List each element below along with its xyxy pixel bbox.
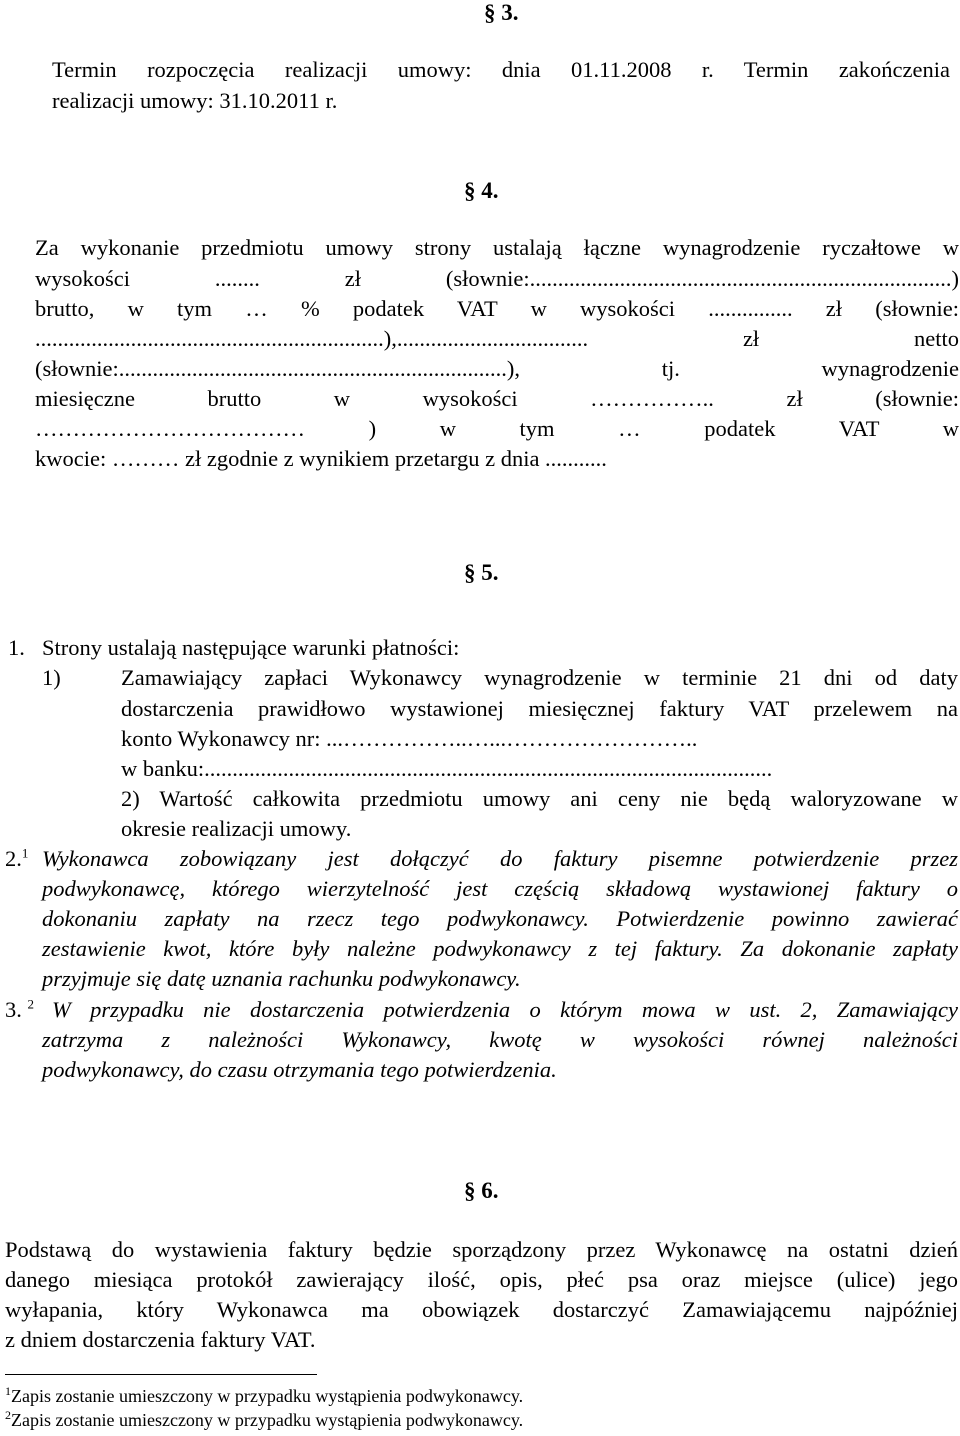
- paragraph-3-line: Termin rozpoczęcia realizacji umowy: dnia 01.11.2008 r. Termin zakończenia: [52, 57, 950, 82]
- paragraph-6-line: wyłapania, który Wykonawca ma obowiązek dostarczyć Zamawiającemu najpóźniej: [5, 1297, 958, 1322]
- paragraph-6-line: Podstawą do wystawienia faktury będzie sporządzony przez Wykonawcę na ostatni dzień: [5, 1237, 958, 1262]
- paragraph-5-line: Wykonawca zobowiązany jest dołączyć do faktury pisemne potwierdzenie przez: [42, 846, 958, 871]
- paragraph-5-line: podwykonawcę, którego wierzytelność jest częścią składową wystawionej faktury o: [42, 876, 958, 901]
- item-number: 3. $^2$: [5, 996, 34, 1022]
- paragraph-5-line: Strony ustalają następujące warunki płatności:: [42, 635, 460, 660]
- footnote-ref: 1: [21, 845, 29, 861]
- paragraph-3-line: realizacji umowy: 31.10.2011 r.: [52, 88, 338, 113]
- paragraph-5-line: w banku:.....................................................................................................: [121, 756, 773, 781]
- paragraph-5-line: 2) Wartość całkowita przedmiotu umowy ani ceny nie będą waloryzowane w: [121, 786, 958, 811]
- paragraph-5-line: W przypadku nie dostarczenia potwierdzenia o którym mowa w ust. 2, Zamawiający: [52, 997, 958, 1022]
- paragraph-5-line: zatrzyma z należności Wykonawcy, kwotę w wysokości równej należności: [42, 1027, 958, 1052]
- footnote-ref: 2: [27, 996, 34, 1012]
- footnote-separator: [5, 1374, 317, 1375]
- paragraph-4-line: miesięczne brutto w wysokości …………….. zł (słownie:: [35, 386, 959, 411]
- item-number: 2.$^1$: [5, 845, 29, 871]
- paragraph-5-line: okresie realizacji umowy.: [121, 816, 352, 841]
- paragraph-4-line: Za wykonanie przedmiotu umowy strony ustalają łączne wynagrodzenie ryczałtowe w: [35, 235, 959, 260]
- section-heading-4: § 4.: [464, 178, 499, 203]
- paragraph-4-line: (słownie:.....................................................................), tj. wynagrodzenie: [35, 356, 959, 381]
- paragraph-4-line: ……………………………… ) w tym … podatek VAT w: [35, 416, 959, 441]
- paragraph-5-line: zestawienie kwot, które były należne podwykonawcy z tej faktury. Za dokonanie zapłaty: [42, 936, 958, 961]
- paragraph-6-line: z dniem dostarczenia faktury VAT.: [5, 1327, 316, 1352]
- section-heading-6: § 6.: [464, 1178, 499, 1203]
- footnote-1: $^1$Zapis zostanie umieszczony w przypadku wystąpienia podwykonawcy.: [5, 1384, 524, 1406]
- section-heading-5: § 5.: [464, 560, 499, 585]
- paragraph-5-line: przyjmuje się datę uznania rachunku podwykonawcy.: [42, 966, 521, 991]
- paragraph-5-line: podwykonawcy, do czasu otrzymania tego potwierdzenia.: [42, 1057, 557, 1082]
- paragraph-5-line: Zamawiający zapłaci Wykonawcy wynagrodzenie w terminie 21 dni od daty: [121, 665, 958, 690]
- paragraph-4-line: wysokości ........ zł (słownie:...........................................................................): [35, 266, 959, 291]
- paragraph-4-line: brutto, w tym … % podatek VAT w wysokości ............... zł (słownie:: [35, 296, 959, 321]
- item-number: 1): [42, 665, 61, 690]
- item-number: 1.: [8, 635, 25, 660]
- paragraph-4-line: ..............................................................),.................................. zł netto: [35, 326, 959, 351]
- footnote-2: $^2$Zapis zostanie umieszczony w przypadku wystąpienia podwykonawcy.: [5, 1408, 524, 1430]
- paragraph-4-line: kwocie: ……… zł zgodnie z wynikiem przetargu z dnia ...........: [35, 446, 607, 471]
- paragraph-5-line: konto Wykonawcy nr: ...……………..…...……………………..: [121, 726, 698, 751]
- paragraph-5-line: dostarczenia prawidłowo wystawionej miesięcznej faktury VAT przelewem na: [121, 696, 958, 721]
- section-heading-3: § 3.: [484, 0, 519, 25]
- paragraph-5-line: dokonaniu zapłaty na rzecz tego podwykonawcy. Potwierdzenie powinno zawierać: [42, 906, 958, 931]
- paragraph-6-line: danego miesiąca protokół zawierający ilość, opis, płeć psa oraz miejsce (ulice) jego: [5, 1267, 958, 1292]
